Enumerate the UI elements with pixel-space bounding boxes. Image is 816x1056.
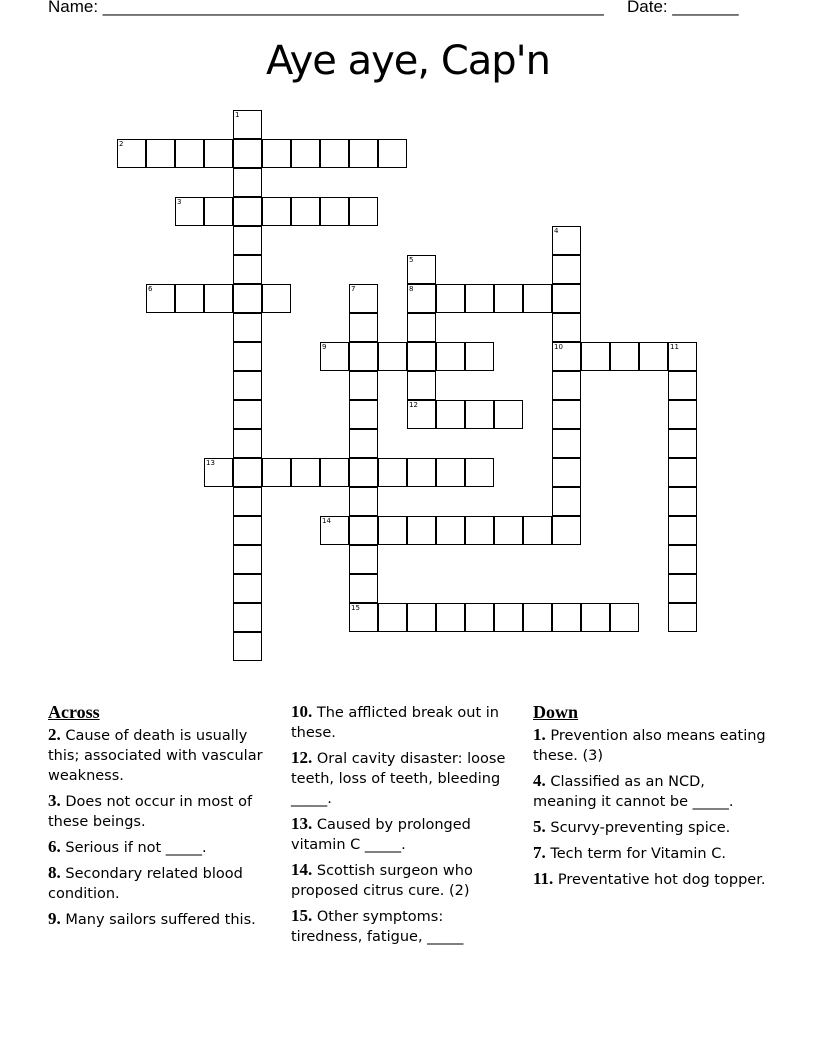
grid-cell[interactable]: [175, 284, 204, 313]
grid-cell[interactable]: [233, 168, 262, 197]
grid-cell[interactable]: [262, 284, 291, 313]
grid-cell[interactable]: [233, 110, 262, 139]
name-field-label: Name: _____________________________________________________: [48, 0, 604, 16]
grid-cell[interactable]: [407, 313, 436, 342]
grid-cell[interactable]: [378, 342, 407, 371]
clue-number: 6: [148, 285, 153, 293]
grid-cell[interactable]: [349, 139, 378, 168]
grid-cell[interactable]: [465, 458, 494, 487]
grid-cell[interactable]: [639, 342, 668, 371]
clue-item-text: Prevention also means eating these. (3): [533, 728, 766, 764]
grid-cell[interactable]: [552, 429, 581, 458]
grid-cell[interactable]: [436, 284, 465, 313]
grid-cell[interactable]: [436, 400, 465, 429]
clue-item: [291, 748, 516, 809]
clue-number: 7: [351, 285, 356, 293]
grid-cell[interactable]: [465, 284, 494, 313]
grid-cell[interactable]: [233, 400, 262, 429]
grid-cell[interactable]: [349, 574, 378, 603]
grid-cell[interactable]: [465, 603, 494, 632]
grid-cell[interactable]: [668, 603, 697, 632]
clue-number: 4: [554, 227, 559, 235]
clue-item-number: 13.: [291, 814, 313, 833]
grid-cell[interactable]: [233, 487, 262, 516]
grid-cell[interactable]: [407, 342, 436, 371]
clue-item-number: 3.: [48, 791, 61, 810]
clue-item-number: 7.: [533, 843, 546, 862]
grid-cell[interactable]: [233, 139, 262, 168]
grid-cell[interactable]: [407, 255, 436, 284]
grid-cell[interactable]: [233, 429, 262, 458]
grid-cell[interactable]: [494, 284, 523, 313]
clue-number: 11: [670, 343, 679, 351]
clue-item: [291, 702, 516, 743]
grid-cell[interactable]: [465, 342, 494, 371]
date-field-label: Date: _______: [627, 0, 739, 16]
grid-cell[interactable]: [494, 603, 523, 632]
grid-cell[interactable]: [204, 139, 233, 168]
grid-cell[interactable]: [668, 342, 697, 371]
grid-cell[interactable]: [146, 284, 175, 313]
clue-item: [533, 843, 773, 864]
clue-item: [48, 909, 270, 930]
grid-cell[interactable]: [320, 139, 349, 168]
grid-cell[interactable]: [668, 516, 697, 545]
grid-cell[interactable]: [233, 226, 262, 255]
grid-cell[interactable]: [552, 487, 581, 516]
grid-cell[interactable]: [320, 458, 349, 487]
clues-across-column-1: [48, 702, 270, 935]
grid-cell[interactable]: [349, 313, 378, 342]
grid-cell[interactable]: [349, 603, 378, 632]
grid-cell[interactable]: [581, 603, 610, 632]
grid-cell[interactable]: [262, 139, 291, 168]
clue-item: [48, 863, 270, 904]
clue-item-number: 14.: [291, 860, 313, 879]
clue-item-number: 6.: [48, 837, 61, 856]
grid-cell[interactable]: [668, 545, 697, 574]
grid-cell[interactable]: [233, 255, 262, 284]
clue-item: [48, 725, 270, 786]
clue-item: [291, 906, 516, 947]
grid-cell[interactable]: [465, 516, 494, 545]
clue-item-text: The afflicted break out in these.: [291, 705, 499, 741]
clue-item-text: Scurvy-preventing spice.: [550, 820, 731, 836]
clue-item-text: Does not occur in most of these beings.: [48, 794, 253, 830]
grid-cell[interactable]: [552, 255, 581, 284]
clue-item-text: Serious if not _____.: [65, 840, 207, 856]
grid-cell[interactable]: [552, 342, 581, 371]
clue-item-number: 11.: [533, 869, 554, 888]
grid-cell[interactable]: [407, 371, 436, 400]
grid-cell[interactable]: [233, 516, 262, 545]
clue-number: 1: [235, 111, 240, 119]
puzzle-title: Aye aye, Cap'n: [265, 38, 551, 84]
clue-item-text: Many sailors suffered this.: [65, 912, 256, 928]
clue-item-text: Caused by prolonged vitamin C _____.: [291, 817, 471, 853]
grid-cell[interactable]: [552, 371, 581, 400]
clue-item-number: 2.: [48, 725, 61, 744]
grid-cell[interactable]: [436, 458, 465, 487]
clue-item: [533, 869, 773, 890]
grid-cell[interactable]: [610, 603, 639, 632]
grid-cell[interactable]: [610, 342, 639, 371]
grid-cell[interactable]: [233, 313, 262, 342]
grid-cell[interactable]: [349, 516, 378, 545]
grid-cell[interactable]: [436, 516, 465, 545]
across-clue-list: [48, 725, 270, 930]
grid-cell[interactable]: [204, 284, 233, 313]
grid-cell[interactable]: [349, 197, 378, 226]
grid-cell[interactable]: [552, 284, 581, 313]
grid-cell[interactable]: [204, 197, 233, 226]
grid-cell[interactable]: [552, 603, 581, 632]
grid-cell[interactable]: [233, 603, 262, 632]
grid-cell[interactable]: [407, 400, 436, 429]
clue-item-text: Oral cavity disaster: loose teeth, loss of teeth, bleeding _____.: [291, 751, 506, 807]
clue-number: 10: [554, 343, 563, 351]
clue-number: 5: [409, 256, 414, 264]
grid-cell[interactable]: [349, 545, 378, 574]
clue-item-number: 15.: [291, 906, 313, 925]
clue-number: 14: [322, 517, 331, 525]
clue-number: 2: [119, 140, 124, 148]
grid-cell[interactable]: [291, 139, 320, 168]
grid-cell[interactable]: [552, 400, 581, 429]
grid-cell[interactable]: [378, 516, 407, 545]
clue-item-number: 12.: [291, 748, 313, 767]
grid-cell[interactable]: [552, 313, 581, 342]
clue-item: [533, 817, 773, 838]
grid-cell[interactable]: [349, 429, 378, 458]
grid-cell[interactable]: [494, 400, 523, 429]
grid-cell[interactable]: [175, 139, 204, 168]
grid-cell[interactable]: [146, 139, 175, 168]
grid-cell[interactable]: [378, 458, 407, 487]
grid-cell[interactable]: [349, 371, 378, 400]
grid-cell[interactable]: [204, 458, 233, 487]
grid-cell[interactable]: [349, 284, 378, 313]
grid-cell[interactable]: [233, 371, 262, 400]
clue-number: 13: [206, 459, 215, 467]
clue-number: 12: [409, 401, 418, 409]
grid-cell[interactable]: [233, 574, 262, 603]
clue-item-text: Cause of death is usually this; associated with vascular weakness.: [48, 728, 263, 784]
grid-cell[interactable]: [262, 197, 291, 226]
grid-cell[interactable]: [494, 516, 523, 545]
grid-cell[interactable]: [523, 603, 552, 632]
grid-cell[interactable]: [233, 458, 262, 487]
down-heading: Down: [533, 702, 579, 722]
grid-cell[interactable]: [407, 458, 436, 487]
grid-cell[interactable]: [407, 603, 436, 632]
grid-cell[interactable]: [320, 342, 349, 371]
grid-cell[interactable]: [668, 487, 697, 516]
grid-cell[interactable]: [581, 342, 610, 371]
clue-item: [48, 837, 270, 858]
clues-across-column-2: [291, 702, 516, 952]
down-clue-list: [533, 725, 773, 890]
grid-cell[interactable]: [262, 458, 291, 487]
grid-cell[interactable]: [349, 458, 378, 487]
clue-item: [291, 860, 516, 901]
clue-item-number: 9.: [48, 909, 61, 928]
grid-cell[interactable]: [552, 458, 581, 487]
clue-item-number: 8.: [48, 863, 61, 882]
grid-cell[interactable]: [233, 197, 262, 226]
grid-cell[interactable]: [552, 516, 581, 545]
grid-cell[interactable]: [349, 487, 378, 516]
clue-item-number: 10.: [291, 702, 313, 721]
clue-item-text: Other symptoms: tiredness, fatigue, _____: [291, 909, 464, 945]
grid-cell[interactable]: [233, 545, 262, 574]
clue-item-text: Tech term for Vitamin C.: [550, 846, 726, 862]
grid-cell[interactable]: [349, 342, 378, 371]
clue-item-number: 4.: [533, 771, 546, 790]
grid-cell[interactable]: [291, 458, 320, 487]
grid-cell[interactable]: [233, 342, 262, 371]
grid-cell[interactable]: [668, 371, 697, 400]
clue-number: 15: [351, 604, 360, 612]
clue-item: [533, 725, 773, 766]
grid-cell[interactable]: [407, 284, 436, 313]
clue-number: 9: [322, 343, 327, 351]
clue-item-text: Secondary related blood condition.: [48, 866, 243, 902]
grid-cell[interactable]: [291, 197, 320, 226]
grid-cell[interactable]: [436, 342, 465, 371]
grid-cell[interactable]: [175, 197, 204, 226]
clue-item-text: Preventative hot dog topper.: [557, 872, 766, 888]
grid-cell[interactable]: [668, 400, 697, 429]
grid-cell[interactable]: [668, 458, 697, 487]
across-clue-list-continued: [291, 702, 516, 947]
grid-cell[interactable]: [233, 284, 262, 313]
grid-cell[interactable]: [349, 400, 378, 429]
clue-item-number: 5.: [533, 817, 546, 836]
grid-cell[interactable]: [668, 429, 697, 458]
clue-item-number: 1.: [533, 725, 546, 744]
grid-cell[interactable]: [552, 226, 581, 255]
grid-cell[interactable]: [378, 139, 407, 168]
clue-item: [291, 814, 516, 855]
grid-cell[interactable]: [523, 284, 552, 313]
grid-cell[interactable]: [436, 603, 465, 632]
grid-cell[interactable]: [117, 139, 146, 168]
grid-cell[interactable]: [465, 400, 494, 429]
clue-item: [533, 771, 773, 812]
grid-cell[interactable]: [407, 516, 436, 545]
clue-item: [48, 791, 270, 832]
clue-item-text: Scottish surgeon who proposed citrus cure. (2): [291, 863, 473, 899]
grid-cell[interactable]: [320, 516, 349, 545]
clue-number: 3: [177, 198, 182, 206]
grid-cell[interactable]: [378, 603, 407, 632]
grid-cell[interactable]: [320, 197, 349, 226]
clue-number: 8: [409, 285, 414, 293]
grid-cell[interactable]: [233, 632, 262, 661]
across-heading: Across: [48, 702, 100, 722]
grid-cell[interactable]: [668, 574, 697, 603]
clue-item-text: Classified as an NCD, meaning it cannot be _____.: [533, 774, 734, 810]
clues-down-column: [533, 702, 773, 895]
grid-cell[interactable]: [523, 516, 552, 545]
